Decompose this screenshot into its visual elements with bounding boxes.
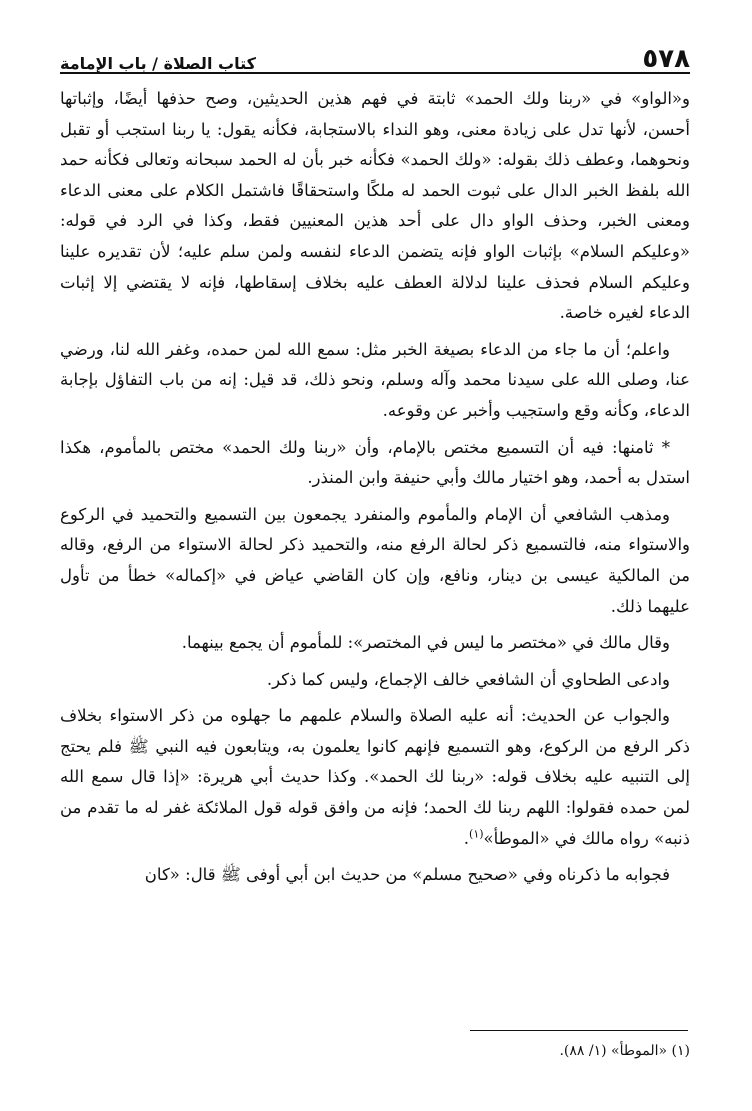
paragraph-shafii: ومذهب الشافعي أن الإمام والمأموم والمنفرد يجمعون بين التسميع والتحميد في الركوع والاستواء منه، فالتسميع ذكر لحالة الرفع منه، والتحميد ذكر لحالة الاستواء من الرفع، وقاله من المالكية عيسى بن دينار، ونافع، وإن كان القاضي عياض في «إكماله» خطأ من تأول عليهما ذلك.: [60, 504, 690, 616]
running-head: كتاب الصلاة / باب الإمامة: [60, 54, 256, 73]
main-text: [60, 84, 690, 897]
paragraph-waw: و«الواو» في «ربنا ولك الحمد» ثابتة في فهم هذين الحديثين، وصح حذفها أيضًا، وإثباتها أحسن، لأنها تدل على زيادة معنى، وهو النداء بالاستجابة، فكأنه يقول: يا ربنا استجب أو تقبل ونحوهما، وعطف ذلك بقوله: «ولك الحمد» فكأنه خبر بأن له الحمد سبحانه وتعالى فكأنه حمد الله بلفظ الخبر الدال على ثبوت الحمد له ملكًا واستحقاقًا فاشتمل الكلام على معنى الدعاء ومعنى الخبر، وحذف الواو دال على أحد هذين المعنيين فقط، وكذا في الرد في قوله: «وعليكم السلام» بإثبات الواو فإنه يتضمن الدعاء لنفسه ولمن سلم عليه؛ لأن تقديره علينا وعليكم السلام فحذف علينا لدلالة العطف عليه بخلاف إسقاطها، فإنه لا يقتضي إلا إثبات الدعاء لغيره خاصة.: [60, 89, 690, 323]
paragraph-tahawi: وادعى الطحاوي أن الشافعي خالف الإجماع، وليس كما ذكر.: [266, 669, 670, 689]
footnote-rule: [470, 1030, 688, 1031]
paragraph-tafaul: واعلم؛ أن ما جاء من الدعاء بصيغة الخبر مثل: سمع الله لمن حمده، وغفر الله لنا، ورضي عنا، وصلى الله على سيدنا محمد وآله وسلم، ونحو ذلك، قد قيل: إنه من باب التفاؤل بإجابة الدعاء، وكأنه وقع واستجيب وأخبر عن وقوعه.: [60, 339, 690, 420]
paragraph-malik: وقال مالك في «مختصر ما ليس في المختصر»: للمأموم أن يجمع بينهما.: [181, 633, 670, 653]
paragraph-final: فجوابه ما ذكرناه وفي «صحيح مسلم» من حديث ابن أبي أوفى ﷺ قال: «كان: [144, 865, 670, 885]
page-number: ٥٧٨: [642, 44, 690, 74]
paragraph-thaminuha: * ثامنها: فيه أن التسميع مختص بالإمام، وأن «ربنا ولك الحمد» مختص بالمأموم، هكذا استدل به أحمد، وهو اختيار مالك وأبي حنيفة وابن المنذر.: [60, 437, 690, 488]
footnote: (١) «الموطأ» (١/ ٨٨).: [559, 1043, 690, 1059]
footnote-reference: (١): [469, 827, 484, 841]
page-header: [60, 28, 690, 72]
paragraph-jawab-text: والجواب عن الحديث: أنه عليه الصلاة والسلام علمهم ما جهلوه من ذكر الاستواء بخلاف ذكر الرفع من الركوع، وهو التسميع فإنهم كانوا يعلمون به، ويتابعون فيه النبي ﷺ فلم يحتج إلى التنبيه عليه بخلاف قوله: «ربنا لك الحمد». وكذا حديث أبي هريرة: «إذا قال سمع الله لمن حمده فقولوا: اللهم ربنا لك الحمد؛ فإنه من وافق قوله قول الملائكة غفر له ما تقدم من ذنبه» رواه مالك في «الموطأ»: [60, 706, 690, 848]
paragraph-jawab: والجواب عن الحديث: أنه عليه الصلاة والسلام علمهم ما جهلوه من ذكر الاستواء بخلاف ذكر الرفع من الركوع، وهو التسميع فإنهم كانوا يعلمون به، ويتابعون فيه النبي ﷺ فلم يحتج إلى التنبيه عليه بخلاف قوله: «ربنا لك الحمد». وكذا حديث أبي هريرة: «إذا قال سمع الله لمن حمده فقولوا: اللهم ربنا لك الحمد؛ فإنه من وافق قوله قول الملائكة غفر له ما تقدم من ذنبه» رواه مالك في «الموطأ»$^{(١)}$.: [60, 706, 690, 848]
header-rule: [60, 72, 690, 74]
